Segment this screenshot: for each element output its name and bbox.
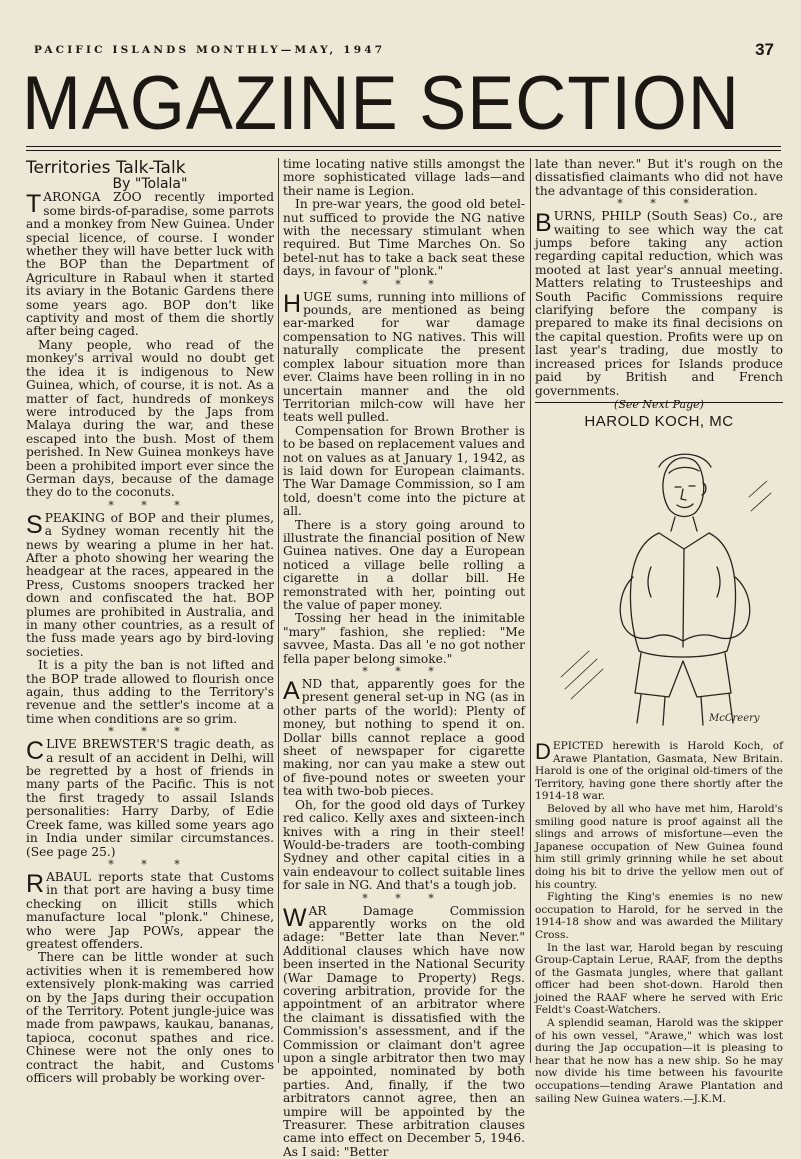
drop-cap: T [26,190,42,219]
profile-title: HAROLD KOCH, MC [584,413,734,430]
paragraph: AND that, apparently goes for the present general set-up in NG (as in other parts of the world): Plenty of money, but nothing to spend it on. Dollar bills cannot replace a good sheet of newspaper for cigarette making, nor can yau make a stew out of five-pound notes or sweeten your tea with two-bob pieces. [283,677,525,799]
section-separator: * * * [617,197,701,211]
column-divider [278,158,279,1063]
profile-box [535,402,783,733]
drop-cap: D [535,739,551,764]
drop-cap: H [283,289,302,318]
drop-cap: S [26,510,43,539]
section-separator: * * * [108,725,192,739]
paragraph: CLIVE BREWSTER'S tragic death, as a result of an accident in Delhi, will be regretted by a host of friends in many parts of the Pacific. This is not the first tragedy to assail Islands personalities: Harry Darby, of Edie Creek fame, was killed some years ago in India under similar circumstances. (See page 25.) [26,737,274,859]
running-head: PACIFIC ISLANDS MONTHLY—MAY, 1947 [34,44,386,56]
paragraph: SPEAKING of BOP and their plumes, a Sydney woman recently hit the news by wearing a plume in her hat. After a photo showing her wearing the headgear at the races, appeared in the Press, Customs snoopers tracked her down and confiscated the hat. BOP plumes are prohibited in Australia, and in many other countries, as a result of the fuss made years ago by bird-loving societies. [26,510,274,659]
drop-cap: R [26,869,45,898]
drop-cap: B [535,209,552,238]
section-separator: * * * [362,277,446,291]
masthead-rule-lower [26,150,781,151]
page-number: 37 [755,40,774,59]
article-title: Territories Talk-Talk [26,158,186,178]
sketch-signature: McCreery [709,713,760,724]
paragraph: DEPICTED herewith is Harold Koch, of Arawe Plantation, Gasmata, New Britain. Harold is one of the original old-timers of the Territory, having gone there shortly after the 1914-18 war. [535,739,783,803]
drop-cap: W [283,903,307,932]
section-separator: * * * [362,665,446,679]
paragraph: Oh, for the good old days of Turkey red calico. Kelly axes and sixteen-inch knives with a ring in their steel! Would-be-traders are tooth-combing Sydney and other capital cities in a vain endeavour to collect suitable lines for sale in NG. And that's a tough job. [283,797,525,893]
masthead: MAGAZINE SECTION [22,61,740,146]
paragraph: A splendid seaman, Harold was the skipper of his own vessel, "Arawe," which was lost during the Jap occupation—it is pleasing to hear that he now has a new ship. So he may now divide his time between his favourite occupations—tending Arawe Plantation and sailing New Guinea waters.—J.K.M. [535,1017,783,1105]
masthead-rule [26,146,781,147]
paragraph: WAR Damage Commission apparently works on the old adage: "Better late than Never." Additional clauses which have now been inserted in the National Security (War Damage to Property) Regs. covering arbitration, provide for the appointment of an arbitrator where the claimant is dissatisfied with the Commission's assessment, and if the Commission or claimant don't agree upon a single arbitrator then two may be appointed, nominated by both parties. And, finally, if the two arbitrators cannot agree, then an umpire will be appointed by the Treasurer. These arbitration clauses came into effect on December 5, 1946. As I said: "Better [283,903,525,1159]
article-byline: By "Tolala" [112,176,188,192]
paragraph: Beloved by all who have met him, Harold's smiling good nature is proof against all the slings and arrows of misfortune—even the Japanese occupation of New Guinea found him still grimly grinning while he set about doing his bit to drive the yellow men out of his country. [535,802,783,891]
portrait-sketch [541,437,777,733]
paragraph: There is a story going around to illustrate the financial position of New Guinea natives. One day a European noticed a village belle rolling a cigarette in a dollar bill. He remonstrated with her, pointing out the value of paper money. [283,517,525,612]
paragraph: Compensation for Brown Brother is to be based on replacement values and not on values as at January 1, 1942, as is laid down for European claimants. The War Damage Commission, so I am told, doesn't come into the picture at all. [283,423,525,519]
continued-note: (See Next Page) [614,397,704,411]
column-2 [283,157,525,1159]
paragraph: HUGE sums, running into millions of pounds, are mentioned as being ear-marked for war damage compensation to NG natives. This will naturally complicate the present complex labour situation more than ever. Claims have been rolling in in no uncertain manner and the old Territorian milch-cow will have her teats well pulled. [283,289,525,425]
column-divider [530,158,531,1063]
paragraph: TARONGA ZOO recently imported some birds-of-paradise, some parrots and a monkey from New Guinea. Under special licence, of course. I wonder whether they will have better luck with the BOP than the Department of Agriculture in Rabaul when it started its aviary in the Botanic Gardens there some years ago. BOP don't like captivity and most of them die shortly after being caged. [26,190,274,339]
column-3 [535,157,783,411]
paragraph: In the last war, Harold began by rescuing Group-Captain Lerue, RAAF, from the depths of the Gasmata jungles, where that gallant officer had been shot-down. Harold then joined the RAAF where he served with Eric Feldt's Coast-Watchers. [535,941,783,1017]
paragraph: time locating native stills amongst the more sophisticated village lads—and their name is Legion. [283,157,525,198]
paragraph: Many people, who read of the monkey's arrival would no doubt get the idea it is indigenous to New Guinea, which, of course, it is not. As a matter of fact, hundreds of monkeys were introduced by the Japs from Malaya during the war, and these escaped into the bush. Most of them perished. In New Guinea monkeys have been a prohibited import ever since the German days, because of the damage they do to the coconuts. [26,337,274,500]
paragraph: Tossing her head in the inimitable "mary" fashion, she replied: "Me savvee, Masta. Das all 'e no got nother fella paper belong simoke." [283,611,525,666]
paragraph: late than never." But it's rough on the dissatisfied claimants who did not have the advantage of this consideration. [535,157,783,198]
paragraph: RABAUL reports state that Customs in that port are having a busy time checking on illicit stills which manufacture local "plonk." Chinese, who were Jap POWs, appear the greatest offenders. [26,869,274,951]
column-1 [26,158,274,1085]
paragraph: In pre-war years, the good old betel-nut sufficed to provide the NG native with the necessary stimulant when required. But Time Marches On. So betel-nut has to take a back seat these days, in favour of "plonk." [283,197,525,279]
profile-text [535,739,783,1105]
section-separator: * * * [362,891,446,905]
paragraph: BURNS, PHILP (South Seas) Co., are waiting to see which way the cat jumps before taking any action regarding capital reduction, which was mooted at last year's annual meeting. Matters relating to Trusteeships and South Pacific Commissions require clarifying before the company is prepared to make its final decisions on the capital question. Profits were up on last year's trading, due mostly to increased prices for Islands produce paid by British and French governments. [535,209,783,398]
paragraph: There can be little wonder at such activities when it is remembered how extensively plonk-making was carried on by the Japs during their occupation of the Territory. Potent jungle-juice was made from pawpaws, kaukau, bananas, tapioca, coconut spathes and rice. Chinese were not the only ones to contract the habit, and Customs officers will probably be working over- [26,950,274,1085]
drop-cap: C [26,737,45,766]
page-header [30,40,780,62]
paragraph: Fighting the King's enemies is no new occupation to Harold, for he served in the 1914-18 show and was awarded the Military Cross. [535,891,783,941]
section-separator: * * * [108,857,192,871]
paragraph: It is a pity the ban is not lifted and the BOP trade allowed to flourish once again, thus adding to the Territory's revenue and the settler's income at a time when conditions are so grim. [26,658,274,726]
section-separator: * * * [108,498,192,512]
drop-cap: A [283,677,300,706]
